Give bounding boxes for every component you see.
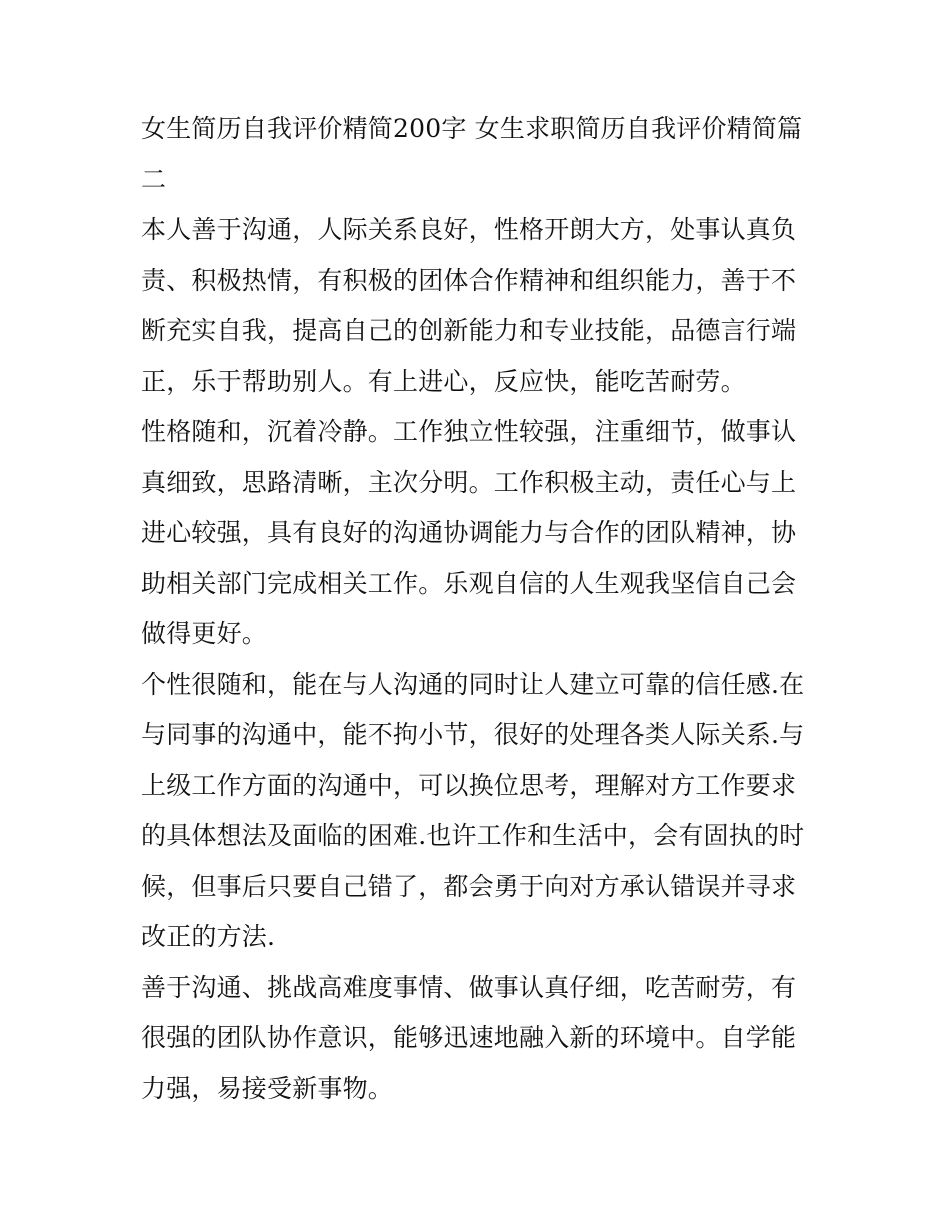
- paragraph-2: 性格随和，沉着冷静。工作独立性较强，注重细节，做事认真细致，思路清晰，主次分明。工作积极主动，责任心与上进心较强，具有良好的沟通协调能力与合作的团队精神，协助相关部门完成相关工作。乐观自信的人生观我坚信自己会做得更好。: [141, 417, 797, 648]
- paragraph-4: 善于沟通、挑战高难度事情、做事认真仔细，吃苦耐劳，有很强的团队协作意识，能够迅速地融入新的环境中。自学能力强，易接受新事物。: [141, 972, 797, 1103]
- paragraph-1: 本人善于沟通，人际关系良好，性格开朗大方，处事认真负责、积极热情，有积极的团体合作精神和组织能力，善于不断充实自我，提高自己的创新能力和专业技能，品德言行端正，乐于帮助别人。有上进心，反应快，能吃苦耐劳。: [141, 215, 797, 396]
- document-body: [141, 104, 813, 1114]
- paragraph-3: 个性很随和，能在与人沟通的同时让人建立可靠的信任感.在与同事的沟通中，能不拘小节，很好的处理各类人际关系.与上级工作方面的沟通中，可以换位思考，理解对方工作要求的具体想法及面临的困难.也许工作和生活中，会有固执的时候，但事后只要自己错了，都会勇于向对方承认错误并寻求改正的方法.: [141, 669, 805, 951]
- document-title: 女生简历自我评价精简200字 女生求职简历自我评价精简篇二: [141, 114, 803, 194]
